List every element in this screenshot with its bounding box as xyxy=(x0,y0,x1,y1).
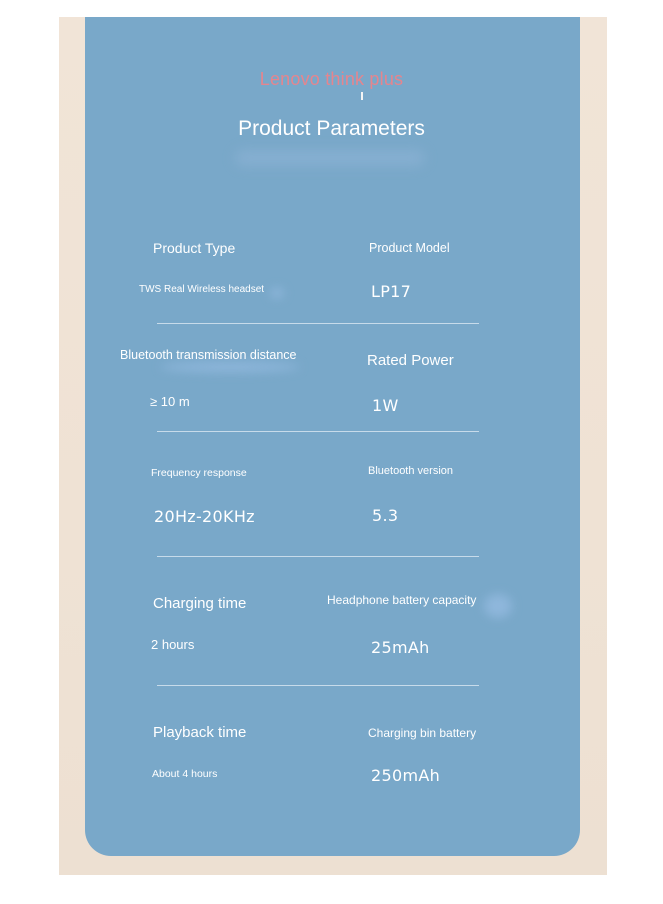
param-value-bluetooth-version: 5.3 xyxy=(372,506,399,525)
row-divider xyxy=(157,323,479,324)
title-glow-decoration xyxy=(235,150,425,166)
glow-decoration xyxy=(160,362,300,372)
glow-decoration xyxy=(270,288,284,298)
param-value-charging-bin-battery: 250mAh xyxy=(371,766,441,785)
page-title: Product Parameters xyxy=(238,117,425,140)
param-label-charging-time: Charging time xyxy=(153,595,247,612)
param-value-product-type: TWS Real Wireless headset xyxy=(139,284,265,295)
brand-name: Lenovo think plus xyxy=(259,69,404,89)
brand-tick-mark xyxy=(361,92,363,100)
param-label-bluetooth-distance: Bluetooth transmission distance xyxy=(120,348,297,362)
glow-decoration xyxy=(484,594,512,618)
param-label-frequency-response: Frequency response xyxy=(151,467,247,479)
param-label-playback-time: Playback time xyxy=(153,724,247,741)
param-label-charging-bin-battery: Charging bin battery xyxy=(368,726,477,740)
row-divider xyxy=(157,431,479,432)
param-label-rated-power: Rated Power xyxy=(367,352,454,369)
param-value-playback-time: About 4 hours xyxy=(152,768,218,780)
param-label-product-type: Product Type xyxy=(153,240,236,256)
row-divider xyxy=(157,685,479,686)
param-value-bluetooth-distance: ≥ 10 m xyxy=(150,394,190,409)
param-value-rated-power: 1W xyxy=(372,396,399,415)
param-label-product-model: Product Model xyxy=(369,241,450,255)
param-value-charging-time: 2 hours xyxy=(151,637,195,652)
param-label-headphone-battery: Headphone battery capacity xyxy=(327,593,477,607)
param-value-product-model: LP17 xyxy=(371,282,412,301)
row-divider xyxy=(157,556,479,557)
param-value-headphone-battery: 25mAh xyxy=(371,638,430,657)
param-label-bluetooth-version: Bluetooth version xyxy=(368,465,453,477)
param-value-frequency-response: 20Hz-20KHz xyxy=(154,507,255,526)
